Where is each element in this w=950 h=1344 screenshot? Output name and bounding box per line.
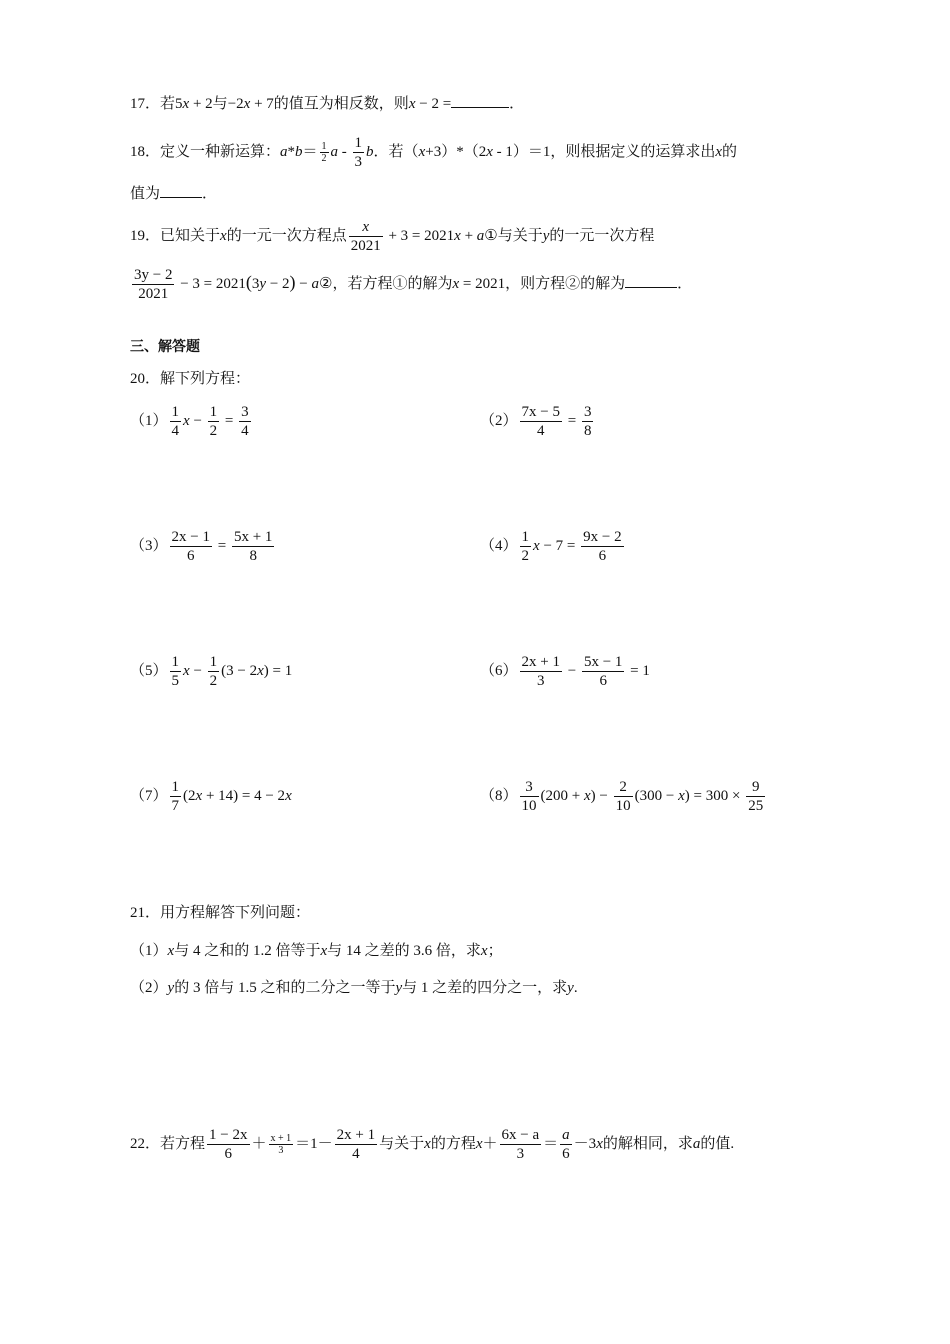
- question-21-part1: （1）x与 4 之和的 1.2 倍等于x与 14 之差的 3.6 倍，求x；: [130, 943, 503, 959]
- question-18-line2: 值为 ．: [130, 186, 218, 202]
- problem-20-5: （5） $\frac{1}{5}$ x − $\frac{1}{2}$ (3 − 2x) = 1: [130, 654, 293, 689]
- fraction: $\frac{1}{2}$: [521, 529, 530, 564]
- fraction: $\frac{7x - 5}{4}$: [521, 404, 560, 439]
- fraction: $\frac{9}{25}$: [748, 779, 764, 814]
- problem-20-7: （7） $\frac{1}{7}$ (2x + 14) = 4 − 2x: [130, 779, 292, 814]
- fraction: $\frac{1}{4}$: [171, 404, 180, 439]
- problem-20-3: （3） $\frac{2x - 1}{6}$ = $\frac{5x + 1}{8}$: [130, 529, 273, 564]
- section-heading: 三、解答题: [130, 339, 200, 355]
- question-17: 17．若5x + 2与−2x + 7的值互为相反数，则x − 2 = ．: [130, 96, 525, 112]
- fraction: $\frac{2}{10}$: [615, 779, 631, 814]
- answer-blank: [625, 285, 677, 288]
- fraction: $\frac{3}{4}$: [241, 404, 249, 439]
- question-20-title: 20．解下列方程：: [130, 371, 251, 387]
- fraction: $\frac{1}{3}$: [354, 135, 363, 170]
- problem-20-1: （1） $\frac{1}{4}$ x − $\frac{1}{2}$ = $\frac{3}{4}$: [130, 404, 249, 439]
- fraction: $\frac{2x + 1}{4}$: [336, 1127, 376, 1162]
- fraction: $\frac{1}{2}$: [209, 404, 218, 439]
- fraction: $\frac{1}{2}$: [321, 140, 327, 164]
- problem-20-8: （8） $\frac{3}{10}$ (200 + x) − $\frac{2}{10}$ (300 − x) = 300 × $\frac{9}{25}$: [480, 779, 764, 814]
- question-21-part2: （2）y的 3 倍与 1.5 之和的二分之一等于y与 1 之差的四分之一，求y.: [130, 980, 578, 996]
- question-19: 19．已知关于x的一元一次方程点 $\frac{x}{2021}$ + 3 = 2021x + a①与关于y的一元一次方程: [130, 219, 655, 254]
- question-21-title: 21．用方程解答下列问题：: [130, 905, 311, 921]
- fraction: $\frac{2x + 1}{3}$: [521, 654, 560, 689]
- fraction: $\frac{5x - 1}{6}$: [583, 654, 623, 689]
- fraction: $\frac{5x + 1}{8}$: [233, 529, 273, 564]
- fraction: $\frac{9x - 2}{6}$: [583, 529, 622, 564]
- fraction: $\frac{1}{7}$: [171, 779, 180, 814]
- fraction: $\frac{1}{2}$: [209, 654, 218, 689]
- answer-blank: [451, 105, 509, 108]
- fraction: $\frac{a}{6}$: [562, 1127, 570, 1162]
- problem-20-2: （2） $\frac{7x - 5}{4}$ = $\frac{3}{8}$: [480, 404, 592, 439]
- question-22: 22．若方程 $\frac{1 - 2x}{6}$ ＋ $\frac{x + 1}{3}$ ＝1－ $\frac{2x + 1}{4}$ 与关于x的方程x＋ $\frac{6x - a}{3}$ ＝ $\frac{a}{6}$ －3x的解相同，求a的值.: [130, 1127, 735, 1162]
- fraction: $\frac{6x - a}{3}$: [501, 1127, 540, 1162]
- fraction: $\frac{1 - 2x}{6}$: [209, 1127, 248, 1162]
- problem-20-4: （4） $\frac{1}{2}$ x − 7 = $\frac{9x - 2}{6}$: [480, 529, 622, 564]
- fraction: $\frac{3}{8}$: [583, 404, 592, 439]
- q17-number: 17．: [130, 96, 161, 112]
- fraction: $\frac{x}{2021}$: [350, 219, 381, 254]
- answer-blank: [160, 195, 202, 198]
- fraction: $\frac{2x - 1}{6}$: [171, 529, 210, 564]
- fraction: $\frac{1}{5}$: [171, 654, 180, 689]
- question-19-line2: $\frac{3y - 2}{2021}$ − 3 = 2021(3y − 2) − a②，若方程①的解为x = 2021，则方程②的解为 ．: [134, 267, 693, 302]
- fraction: $\frac{3y - 2}{2021}$: [134, 267, 173, 302]
- question-18: 18．定义一种新运算：a*b＝ $\frac{1}{2}$ a - $\frac{1}{3}$ b．若（x+3）*（2x - 1）＝1，则根据定义的运算求出x的: [130, 135, 738, 170]
- fraction: $\frac{x + 1}{3}$: [270, 1132, 292, 1156]
- problem-20-6: （6） $\frac{2x + 1}{3}$ − $\frac{5x - 1}{6}$ = 1: [480, 654, 650, 689]
- fraction: $\frac{3}{10}$: [521, 779, 537, 814]
